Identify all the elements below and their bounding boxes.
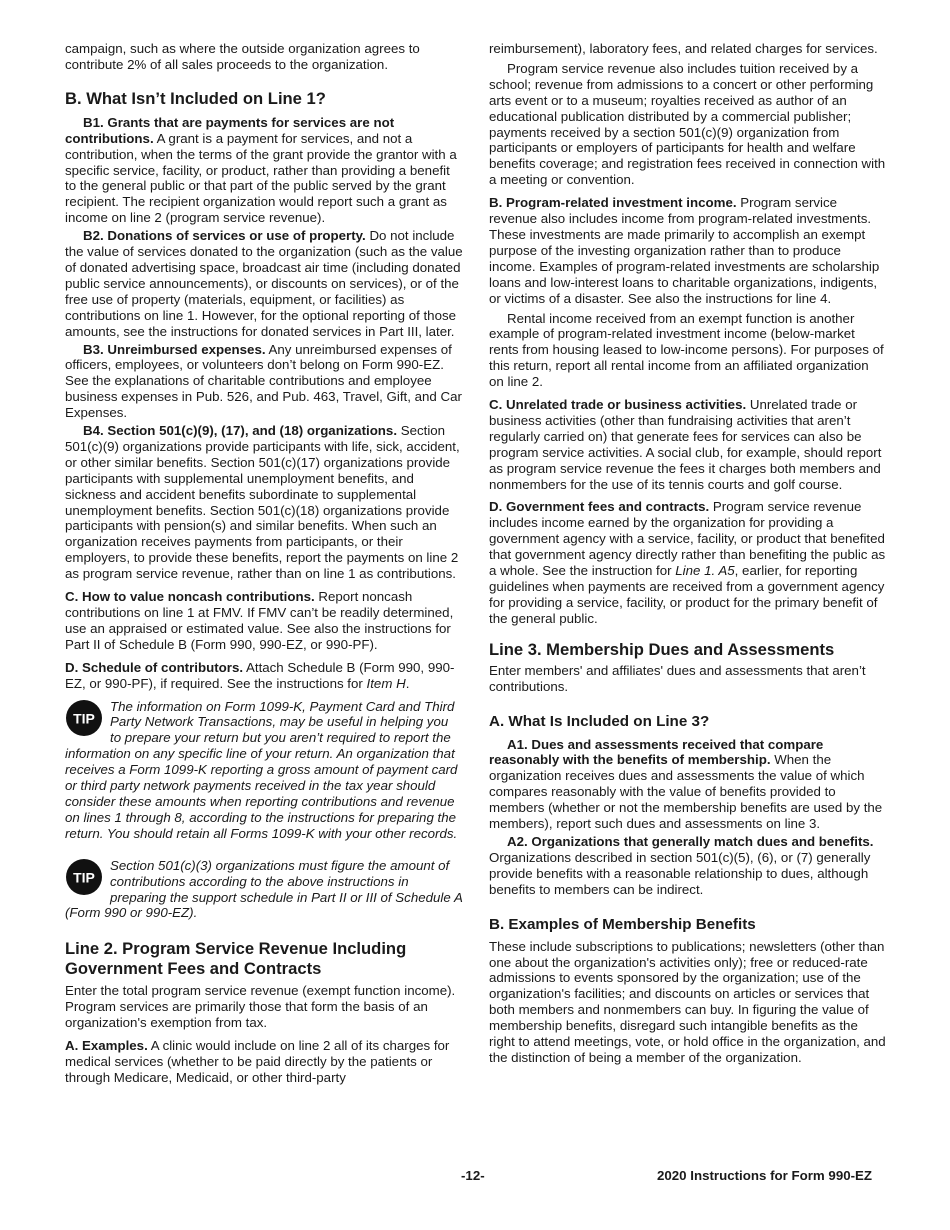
- page-number: -12-: [461, 1168, 485, 1183]
- c-heading: C. How to value noncash contributions.: [65, 589, 315, 605]
- b4-heading: B4. Section 501(c)(9), (17), and (18) organizations.: [83, 423, 398, 439]
- paragraph-b1: B1. Grants that are payments for services are not contributions. A grant is a payment for services, and not a contribution, when the terms of the grant provide the grantor with a specific service, facility, or product, rather than providing a benefit to the general public or that part of the public served by the grant recipient. The recipient organization would report such a grant as income on line 2 (program service revenue).: [65, 114, 457, 226]
- c-unrelated-heading: C. Unrelated trade or business activities.: [489, 397, 747, 413]
- a2-heading: A2. Organizations that generally match dues and benefits.: [507, 833, 874, 849]
- paragraph-b4: B4. Section 501(c)(9), (17), and (18) organizations. Section 501(c)(9) organizations provide participants with life, sick, accident, or other similar benefits. Section 501(c)(17) organizations provide participants with supplemental unemployment benefits, and sickness and accident benefits subordinate to supplemental unemployment benefits. Section 501(c)(18) organizations provide participants with pension(s) and similar benefits. When such an organization receives payments from participants, or their employers, to provide these benefits, report the payments on line 2 as program service revenue, rather than on line 1 as contributions.: [65, 423, 460, 582]
- d-heading: D. Schedule of contributors.: [65, 659, 244, 675]
- a1-heading: A1. Dues and assessments received that compare reasonably with the benefits of membership.: [489, 736, 824, 768]
- continued-paragraph: campaign, such as where the outside organization agrees to contribute 2% of all sales proceeds to the organization.: [65, 41, 420, 72]
- tip-icon: [65, 858, 103, 896]
- b3-heading: B3. Unreimbursed expenses.: [83, 341, 266, 357]
- footer-title: 2020 Instructions for Form 990-EZ: [657, 1168, 873, 1183]
- paragraph-membership-benefits: These include subscriptions to publications; newsletters (other than one about the organization's activities only); free or reduced-rate admissions to events sponsored by the organization; use of the organization's facilities; and discounts on articles or services that both members and nonmembers can buy. In figuring the value of membership benefits, disregard such intangible benefits as the right to attend meetings, vote, or hold office in the organization, and the distinction of being a member of the organization.: [489, 938, 886, 1065]
- paragraph-a2: A2. Organizations that generally match dues and benefits. Organizations described in section 501(c)(5), (6), or (7) generally provide benefits with a reasonable relationship to dues, although benefits to members can be indirect.: [489, 833, 874, 897]
- d-government-heading: D. Government fees and contracts.: [489, 499, 710, 515]
- a-heading: A. Examples.: [65, 1038, 148, 1054]
- paragraph-a1: A1. Dues and assessments received that compare reasonably with the benefits of membership. When the organization receives dues and assessments the value of which compares reasonably with the value of benefits provided to members (whether or not the membership benefits are used by the members), report such dues and assessments on line 3.: [489, 736, 883, 832]
- paragraph-rental-income: Rental income received from an exempt function is another example of program-related investment income (below-market rents from housing leased to low-income persons). For purposes of this return, report all rental income from an affiliated organization on line 2.: [489, 310, 884, 390]
- section-heading-line2: Line 2. Program Service Revenue Including Government Fees and Contracts: [65, 939, 407, 979]
- left-column: [65, 41, 463, 1086]
- tip-icon: [65, 699, 103, 737]
- paragraph-c: C. How to value noncash contributions. Report noncash contributions on line 1 at FMV. If FMV can’t be readily determined, use an appraised or estimated value. See also the instructions for Part II of Schedule B (Form 990, 990-EZ, or 990-PF).: [65, 589, 454, 652]
- tip-text-501c3: Section 501(c)(3) organizations must figure the amount of contributions according to the above instructions in preparing the support schedule in Part II or III of Schedule A (Form 990 or 990-EZ).: [65, 857, 463, 921]
- tip-icon-label: TIP: [73, 869, 95, 886]
- section-heading-b: B. What Isn’t Included on Line 1?: [65, 88, 326, 108]
- section-heading-b-examples: B. Examples of Membership Benefits: [489, 915, 756, 933]
- section-heading-a-included: A. What Is Included on Line 3?: [489, 712, 710, 730]
- paragraph-c-unrelated: C. Unrelated trade or business activities. Unrelated trade or business activities (other than fundraising activities that aren’t regularly carried on) that generate fees for services can also be program service activities. A social club, for example, should report as program service revenue the fees it charges both members and nonmembers for the use of its tennis courts and golf course.: [489, 397, 882, 492]
- paragraph-d: D. Schedule of contributors. Attach Schedule B (Form 990, 990-EZ, or 990-PF), if required. See the instructions for Item H.: [65, 659, 455, 691]
- paragraph-b-investment: B. Program-related investment income. Program service revenue also includes income from program-related investments. These investments are made primarily to accomplish an exempt purpose of the investing organization rather than to produce income. Examples of program-related investments are scholarship loans and low-interest loans to charitable organizations, indigents, or victims of a disaster. See also the instructions for line 4.: [489, 195, 880, 306]
- paragraph-line2-intro: Enter the total program service revenue (exempt function income). Program services are primarily those that form the basis of an organization's exemption from tax.: [65, 983, 456, 1031]
- tip-box-1099k: [65, 699, 463, 842]
- tip-box-501c3: [65, 858, 463, 922]
- continued-paragraph: reimbursement), laboratory fees, and related charges for services.: [489, 41, 878, 56]
- b-investment-heading: B. Program-related investment income.: [489, 195, 737, 211]
- paragraph-b2: B2. Donations of services or use of property. Do not include the value of services donated to the organization (such as the value of donated advertising space, broadcast air time (including donated public service announcements), or discounts on services), or of the free use of property (materials, equipment, or facilities) as contributions on line 1. However, for the optional reporting of those amounts, see the instructions for donated services in Part III, later.: [65, 228, 463, 339]
- paragraph-d-government: D. Government fees and contracts. Program service revenue includes income earned by the organization for providing a government agency with a service, facility, or product that benefited that government agency directly rather than benefiting the public as a whole. See the instruction for Line 1. A5, earlier, for reporting guidelines when payments are received from a government agency for providing a service, facility, or product for the primary benefit of the general public.: [489, 499, 886, 626]
- right-column: [489, 41, 887, 1066]
- tip-text-1099k: The information on Form 1099-K, Payment Card and Third Party Network Transactions, may be useful in helping you to prepare your return but you aren’t required to report the information on any specific line of your return. An organization that receives a Form 1099-K reporting a gross amount of payment card or third party network payments received in the tax year should consider these amounts when reporting contributions and revenue on lines 1 through 8, according to the instructions for preparing the return. You should retain all Forms 1099-K with your other records.: [65, 698, 458, 841]
- paragraph-line3-intro: Enter members' and affiliates' dues and assessments that aren’t contributions.: [489, 662, 866, 694]
- section-heading-line3: Line 3. Membership Dues and Assessments: [489, 639, 835, 659]
- paragraph-b3: B3. Unreimbursed expenses. Any unreimbursed expenses of officers, employees, or volunteers don’t belong on Form 990-EZ. See the explanations of charitable contributions and employee business expenses in Pub. 526, and Pub. 463, Travel, Gift, and Car Expenses.: [65, 341, 462, 421]
- paragraph-a-examples: A. Examples. A clinic would include on line 2 all of its charges for medical services (whether to be paid directly by the patients or through Medicare, Medicaid, or other third-party: [65, 1038, 450, 1085]
- b2-heading: B2. Donations of services or use of property.: [83, 228, 366, 244]
- tip-icon-label: TIP: [73, 710, 95, 727]
- paragraph-program-service-revenue: Program service revenue also includes tuition received by a school; revenue from admissions to a concert or other performing arts event or to a museum; royalties received as author of an educational publication distributed by a commercial publisher; payments received by a section 501(c)(9) organization from participants or employers of participants for health and welfare benefits coverage; and registration fees received in connection with a meeting or convention.: [489, 60, 886, 188]
- b1-heading: B1. Grants that are payments for services are not contributions.: [65, 114, 395, 146]
